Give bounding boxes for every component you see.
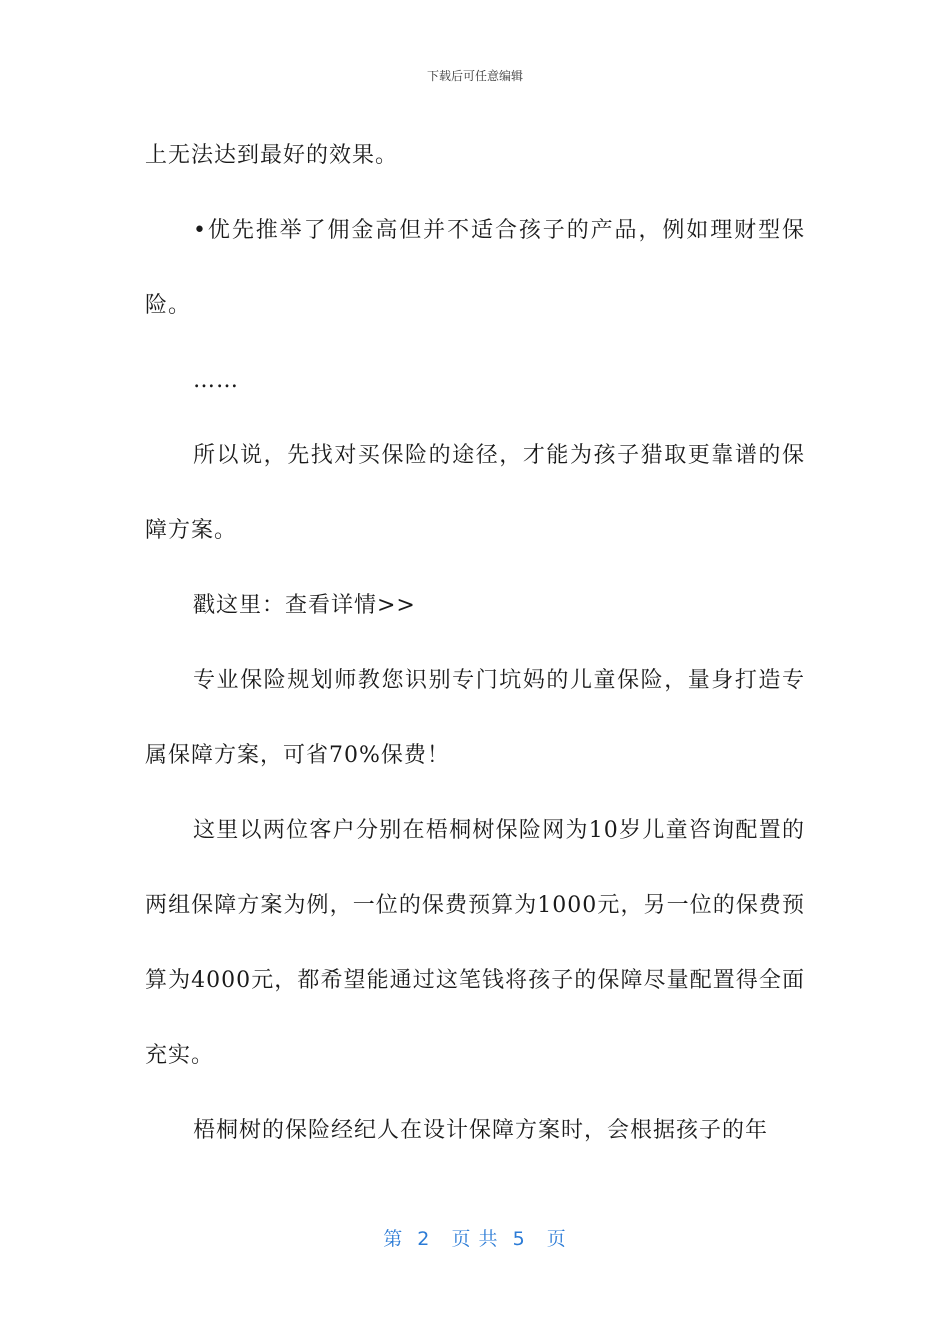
paragraph-3: …… bbox=[193, 368, 239, 393]
page-header: 下载后可任意编辑 bbox=[426, 69, 523, 83]
paragraph-8: 梧桐树的保险经纪人在设计保障方案时，会根据孩子的年 bbox=[193, 1118, 769, 1143]
paragraph-4: 所以说，先找对买保险的途径，才能为孩子猎取更靠谱的保障方案。 bbox=[145, 443, 805, 543]
paragraph-1: 上无法达到最好的效果。 bbox=[145, 143, 399, 168]
paragraph-2: •优先推举了佣金高但并不适合孩子的产品，例如理财型保险。 bbox=[145, 218, 805, 318]
paragraph-5-link[interactable]: 戳这里：查看详情>> bbox=[193, 593, 416, 618]
page-number-footer: 第 2 页 共 5 页 bbox=[383, 1228, 567, 1250]
document-body bbox=[145, 118, 805, 1168]
paragraph-7: 这里以两位客户分别在梧桐树保险网为10岁儿童咨询配置的两组保障方案为例，一位的保费预算为1000元，另一位的保费预算为4000元，都希望能通过这笔钱将孩子的保障尽量配置得全面充实。 bbox=[145, 818, 805, 1068]
paragraph-6: 专业保险规划师教您识别专门坑妈的儿童保险，量身打造专属保障方案，可省70%保费！ bbox=[145, 668, 805, 768]
